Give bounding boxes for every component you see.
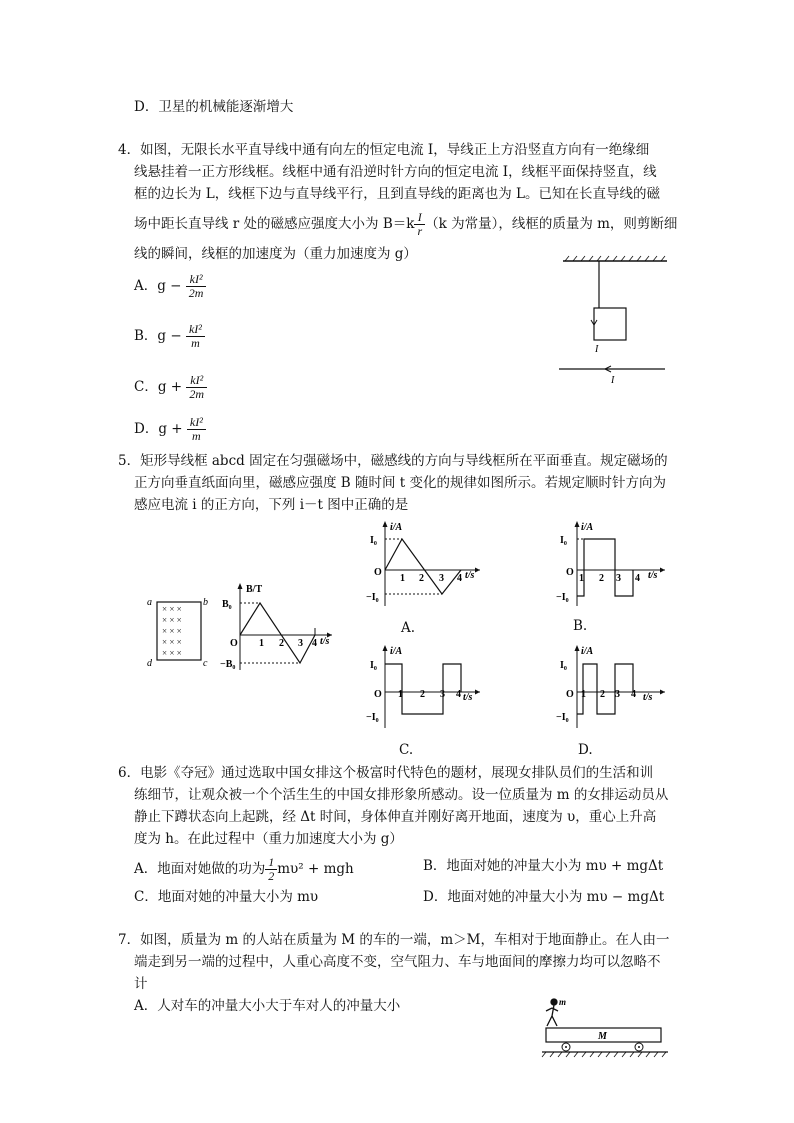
frac-den: 2m — [188, 286, 204, 300]
tick-4: 4 — [457, 573, 462, 584]
tick-1: 1 — [581, 689, 586, 700]
tick-4: 4 — [631, 689, 636, 700]
person-label: m — [559, 997, 567, 1007]
arrow-x — [475, 568, 480, 573]
wire-current-label: I — [611, 375, 615, 386]
pos-label: I₀ — [560, 535, 567, 546]
svg-text:× × ×: × × × — [162, 626, 182, 636]
q4-line-2: 线悬挂着一正方形线框。线框中通有沿逆时针方向的恒定电流 I，线框平面保持竖直，线 — [134, 164, 657, 180]
q6-option-b: B．地面对她的冲量大小为 mυ + mgΔt — [423, 858, 664, 874]
q6-line-1: 6．电影《夺冠》通过选取中国女排这个极富时代特色的题材，展现女排队员们的生活和训 — [118, 765, 654, 781]
neg-label: −I₀ — [556, 592, 569, 603]
ylabel: i/A — [390, 522, 403, 533]
tick-2: 2 — [419, 573, 424, 584]
b-tick-3: 3 — [298, 638, 303, 649]
label-c: c — [203, 658, 208, 669]
tick-2: 2 — [600, 689, 605, 700]
xlabel: t/s — [463, 692, 473, 703]
b-curve — [240, 603, 315, 663]
label-a: a — [147, 597, 152, 608]
frac-den: r — [417, 224, 423, 238]
q6-line-4: 度为 h。在此过程中（重力加速度大小为 g） — [134, 831, 403, 847]
q5-option-b-label: B. — [573, 618, 588, 634]
q5-option-a-label: A. — [401, 620, 416, 636]
arrow-x — [475, 690, 480, 695]
q4-line-4-b: （k 为常量），线框的质量为 m，则剪断细 — [425, 216, 678, 232]
q5-line-3: 感应电流 i 的正方向，下列 i－t 图中正确的是 — [134, 497, 409, 513]
tick-2: 2 — [420, 689, 425, 700]
cart-label: M — [598, 1031, 607, 1042]
option-suffix: mυ² + mgh — [277, 861, 354, 877]
b-y-arrow — [238, 583, 243, 589]
q6-line-3: 静止下蹲状态向上起跳，经 Δt 时间，身体伸直并刚好离开地面，速度为 υ，重心上升高 — [134, 809, 657, 825]
q4-option-d — [134, 416, 206, 443]
q5-line-2: 正方向垂直纸面向里，磁感应强度 B 随时间 t 变化的规律如图所示。若规定顺时针方向为 — [134, 475, 667, 491]
neg-label: −I₀ — [556, 712, 569, 723]
q4-option-a — [134, 273, 206, 300]
q6-line-2: 练细节，让观众被一个个活生生的中国女排形象所感动。设一位质量为 m 的女排运动员从 — [134, 787, 669, 803]
tick-1: 1 — [579, 573, 584, 584]
ylabel: i/A — [390, 646, 403, 657]
q6-option-d: D．地面对她的冲量大小为 mυ − mgΔt — [423, 889, 665, 905]
q4-line-3: 框的边长为 L，线框下边与直导线平行，且到直导线的距离也为 L。已知在长直导线的磁 — [134, 186, 661, 202]
option-prefix: D．g + — [134, 421, 183, 437]
option-prefix: B．g − — [134, 328, 182, 344]
xlabel: t/s — [648, 570, 658, 581]
xlabel: t/s — [643, 692, 653, 703]
q7-option-a: A．人对车的冲量大小大于车对人的冲量大小 — [134, 998, 401, 1014]
frac-num: kI² — [186, 323, 205, 337]
frac-den: 2m — [189, 387, 205, 401]
arrow-x — [660, 568, 665, 573]
q7-line-3: 计 — [134, 976, 148, 992]
q4-option-b — [134, 323, 205, 350]
q5-graph-c — [360, 642, 485, 730]
frac-den: m — [191, 336, 200, 350]
person-icon — [546, 999, 558, 1026]
q4-option-c — [134, 374, 207, 401]
neg-label: −I₀ — [366, 592, 379, 603]
q3-option-d: D．卫星的机械能逐渐增大 — [134, 99, 294, 115]
q4-line-4 — [134, 211, 677, 238]
arrow-y — [383, 645, 388, 651]
frac-num: kI² — [187, 416, 206, 430]
option-prefix: C．g + — [134, 379, 183, 395]
tick-1: 1 — [400, 573, 405, 584]
tick-4: 4 — [456, 689, 461, 700]
option-prefix: A．g − — [134, 278, 182, 294]
q5-b-graph — [222, 580, 337, 675]
q5-graph-b — [545, 518, 670, 608]
neg-label: −I₀ — [366, 712, 379, 723]
origin: O — [374, 567, 382, 578]
b-xlabel: t/s — [320, 636, 330, 647]
q5-graph-d — [545, 642, 670, 730]
b-tick-2: 2 — [279, 638, 284, 649]
b-ylabel: B/T — [246, 584, 263, 595]
svg-text:× × ×: × × × — [162, 648, 182, 658]
origin: O — [566, 689, 574, 700]
ylabel: i/A — [581, 522, 594, 533]
arrow-y — [575, 645, 580, 651]
frac-den: m — [192, 429, 201, 443]
frac-num: I — [414, 211, 425, 225]
b-neg-label: −B₀ — [220, 659, 236, 670]
svg-text:× × ×: × × × — [162, 637, 182, 647]
q5-graph-a — [360, 518, 485, 608]
tick-3: 3 — [440, 689, 445, 700]
q4-formula-frac — [414, 211, 425, 238]
q4-figure — [555, 255, 675, 390]
frac-num: kI² — [186, 374, 207, 388]
q5-option-d-label: D. — [578, 742, 593, 758]
i-curve — [577, 539, 633, 596]
tick-1: 1 — [398, 689, 403, 700]
q4-line-1: 4．如图，无限长水平直导线中通有向左的恒定电流 I，导线正上方沿竖直方向有一绝缘细 — [118, 142, 650, 158]
q7-line-1: 7．如图，质量为 m 的人站在质量为 M 的车的一端，m＞M，车相对于地面静止。在人由一 — [118, 932, 670, 948]
i-curve — [385, 539, 461, 594]
frac-den: 2 — [268, 869, 275, 883]
tick-3: 3 — [615, 689, 620, 700]
origin: O — [566, 567, 574, 578]
pos-label: I₀ — [370, 535, 377, 546]
q6-option-c: C．地面对她的冲量大小为 mυ — [134, 889, 319, 905]
svg-text:× × ×: × × × — [162, 615, 182, 625]
label-d: d — [147, 658, 152, 669]
loop-current-label: I — [595, 344, 599, 355]
ylabel: i/A — [581, 646, 594, 657]
tick-4: 4 — [635, 573, 640, 584]
tick-3: 3 — [616, 573, 621, 584]
pos-label: I₀ — [560, 660, 567, 671]
arrow-y — [383, 521, 388, 527]
tick-2: 2 — [599, 573, 604, 584]
origin: O — [374, 689, 382, 700]
q4-line-5: 线的瞬间，线框的加速度为（重力加速度为 g） — [134, 246, 417, 262]
q7-line-2: 端走到另一端的过程中，人重心高度不变，空气阻力、车与地面间的摩擦力均可以忽略不 — [134, 954, 661, 970]
q5-option-c-label: C. — [399, 742, 414, 758]
q6-option-a — [134, 856, 354, 883]
q5-line-1: 5．矩形导线框 abcd 固定在匀强磁场中，磁感线的方向与导线框所在平面垂直。规定磁场的 — [118, 453, 668, 469]
xlabel: t/s — [465, 570, 475, 581]
b-origin: O — [230, 638, 238, 649]
b-tick-4: 4 — [312, 638, 317, 649]
tick-3: 3 — [439, 573, 444, 584]
ground-hatch — [542, 1052, 666, 1057]
arrow-y — [575, 521, 580, 527]
label-b: b — [203, 597, 208, 608]
b-pos-label: B₀ — [222, 599, 232, 610]
option-prefix: A．地面对她做的功为 — [134, 861, 266, 877]
frac-num: kI² — [186, 273, 207, 287]
square-loop — [594, 308, 626, 340]
q4-line-4-a: 场中距长直导线 r 处的磁感应强度大小为 B＝k — [134, 216, 415, 232]
b-tick-1: 1 — [259, 638, 264, 649]
pos-label: I₀ — [370, 660, 377, 671]
q5-frame — [144, 592, 214, 672]
q7-figure — [540, 995, 672, 1061]
svg-text:× × ×: × × × — [162, 604, 182, 614]
frac-num: 1 — [265, 856, 277, 870]
field-crosses — [162, 604, 182, 658]
arrow-x — [660, 690, 665, 695]
